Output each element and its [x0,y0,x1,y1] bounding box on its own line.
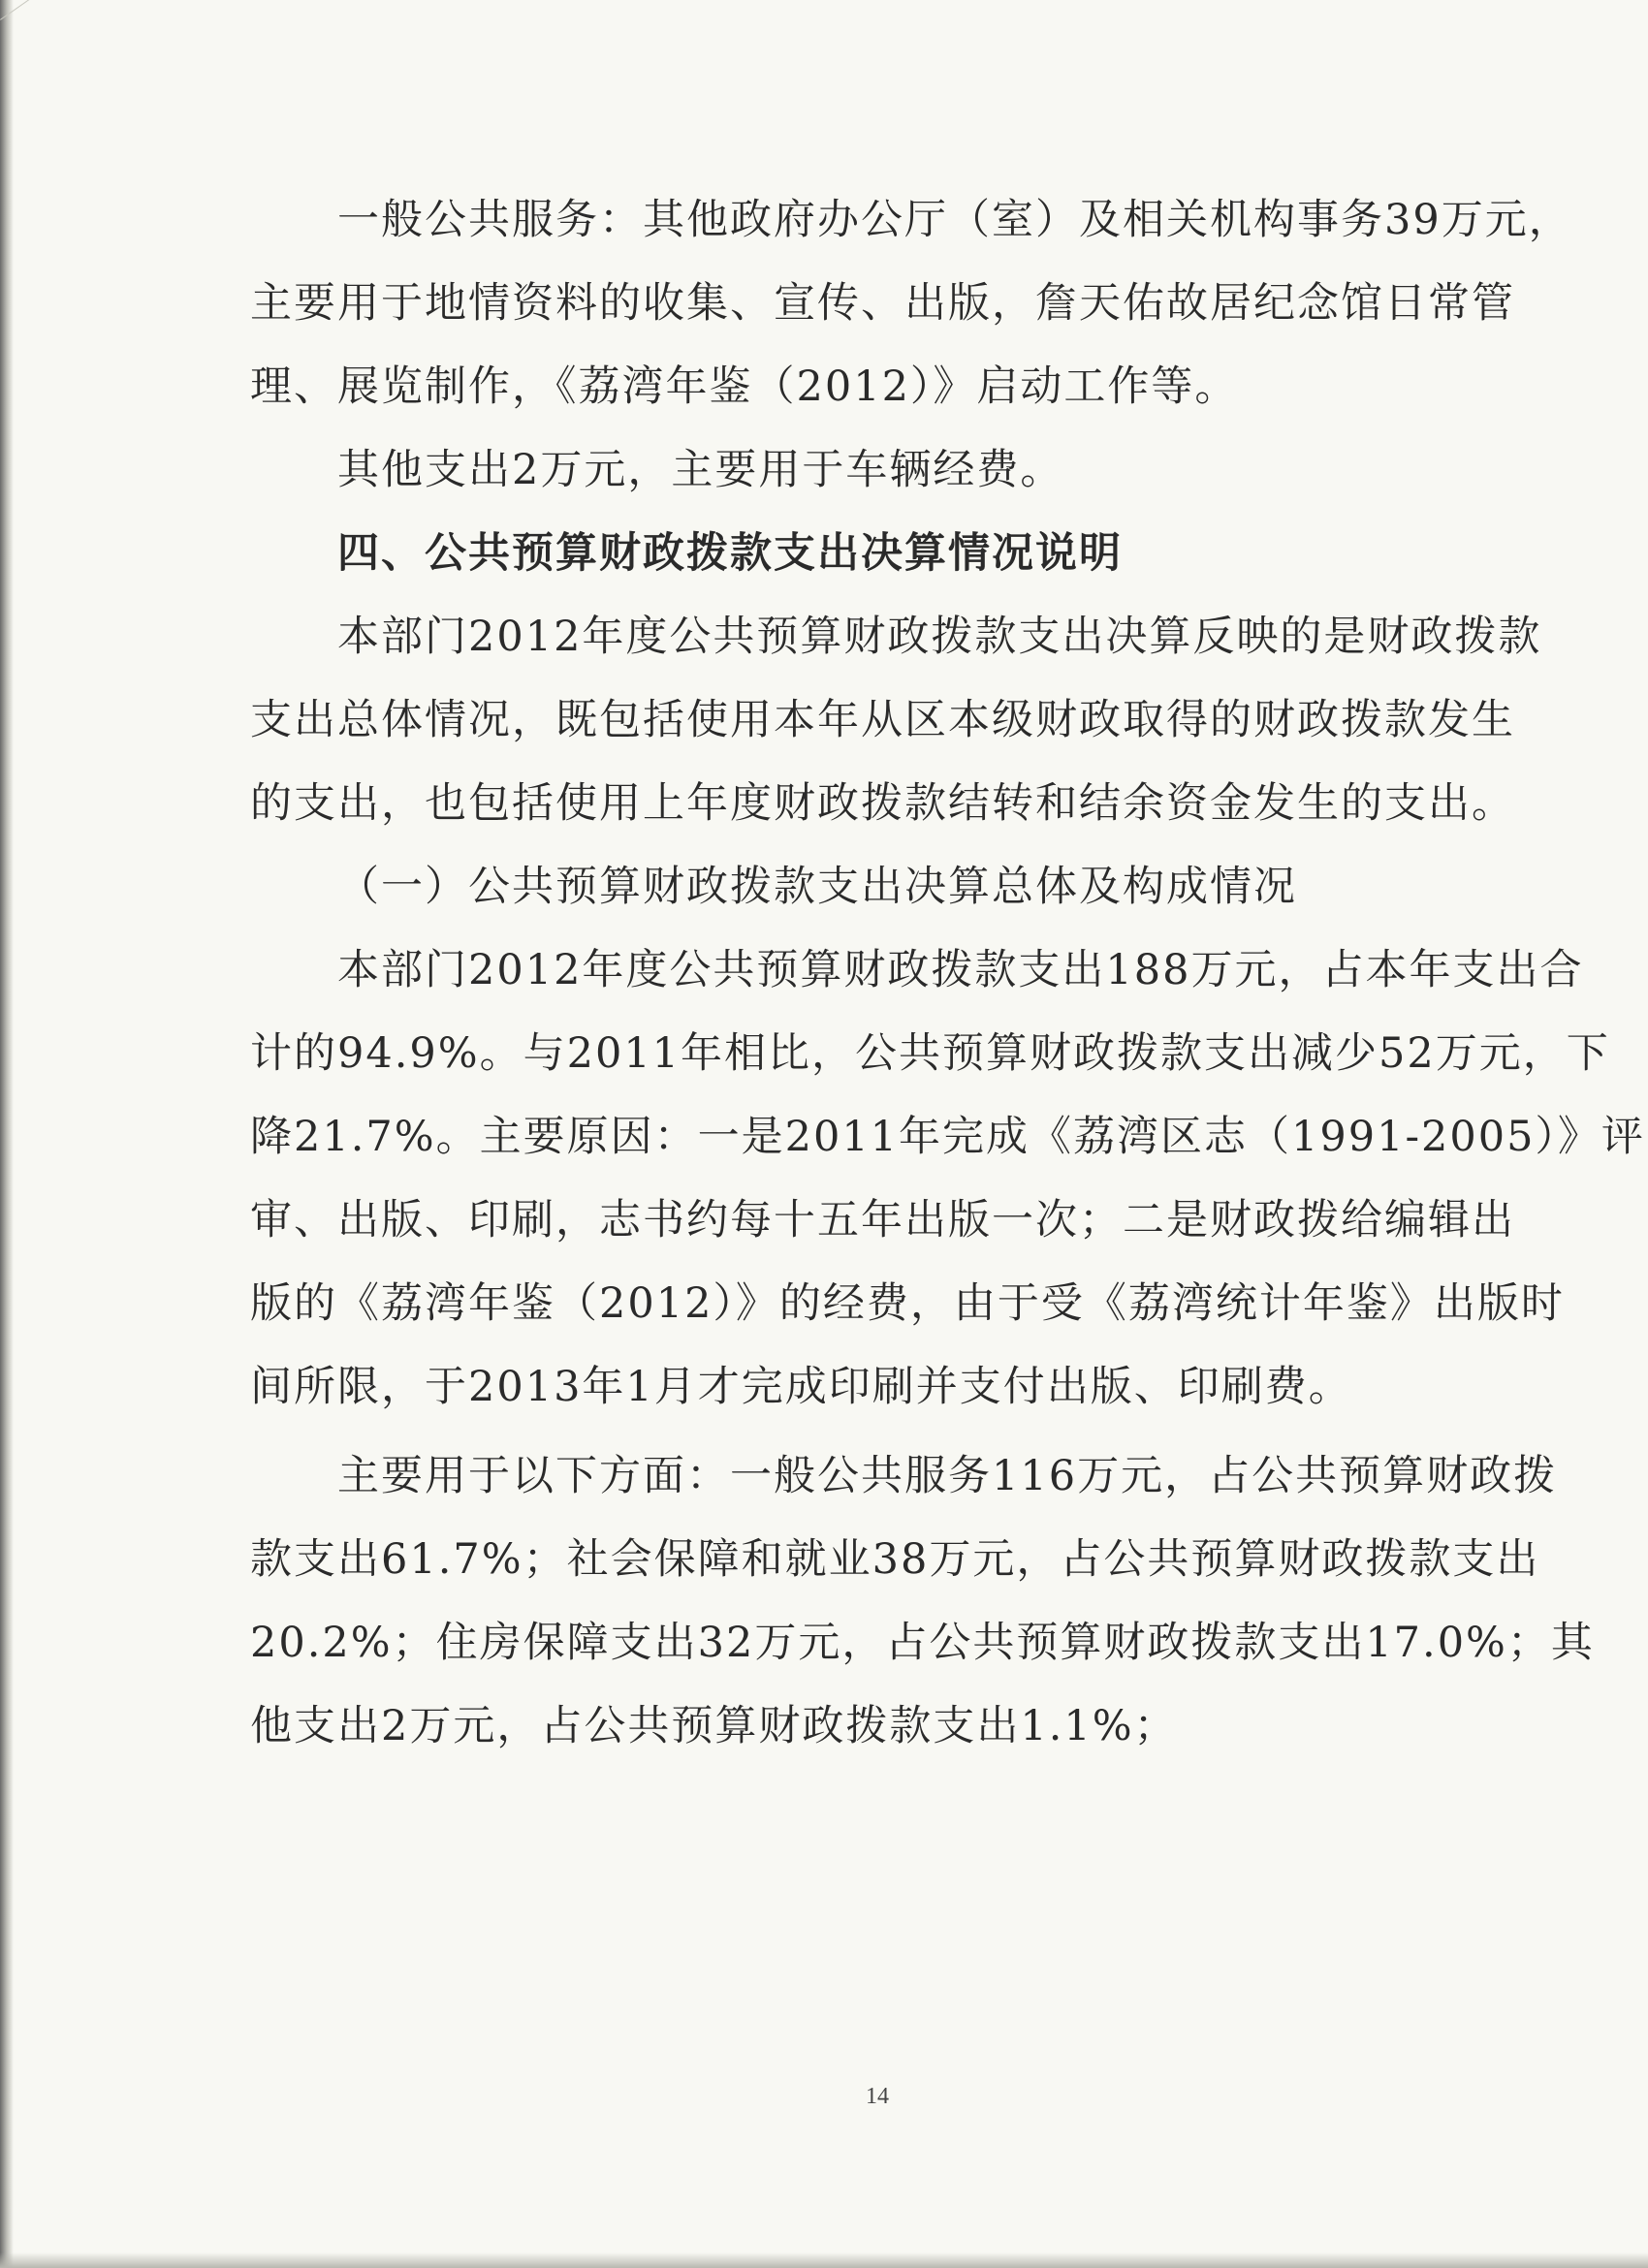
scan-corner-mark [0,0,93,83]
paragraph-line: 主要用于以下方面：一般公共服务116万元，占公共预算财政拨 [337,1452,1558,1500]
paragraph-line: 的支出，也包括使用上年度财政拨款结转和结余资金发生的支出。 [250,779,1515,828]
scan-left-edge-shadow [0,0,14,2268]
paragraph-line: 支出总体情况，既包括使用本年从区本级财政取得的财政拨款发生 [250,696,1515,744]
section-heading: 四、公共预算财政拨款支出决算情况说明 [337,529,1123,578]
paragraph-line: 本部门2012年度公共预算财政拨款支出188万元，占本年支出合 [337,946,1584,994]
paragraph-line: 理、展览制作，《荔湾年鉴（2012）》启动工作等。 [250,362,1239,411]
paragraph-line: 本部门2012年度公共预算财政拨款支出决算反映的是财政拨款 [337,613,1542,661]
paragraph-line: 间所限，于2013年1月才完成印刷并支付出版、印刷费。 [250,1363,1352,1411]
paragraph-line: 审、出版、印刷，志书约每十五年出版一次；二是财政拨给编辑出 [250,1196,1515,1244]
paragraph-line: 降21.7%。主要原因：一是2011年完成《荔湾区志（1991-2005）》评 [250,1113,1645,1161]
paragraph-line: 版的《荔湾年鉴（2012）》的经费，由于受《荔湾统计年鉴》出版时 [250,1279,1565,1328]
scan-bottom-edge [0,2252,1648,2268]
paragraph-line: 20.2%；住房保障支出32万元，占公共预算财政拨款支出17.0%；其 [250,1619,1595,1667]
paragraph-line: 主要用于地情资料的收集、宣传、出版，詹天佑故居纪念馆日常管 [250,279,1515,328]
paragraph-line: 计的94.9%。与2011年相比，公共预算财政拨款支出减少52万元，下 [250,1029,1610,1078]
paragraph-line: 他支出2万元，占公共预算财政拨款支出1.1%； [250,1702,1178,1750]
paragraph-line: 其他支出2万元，主要用于车辆经费。 [337,446,1064,494]
subsection-heading: （一）公共预算财政拨款支出决算总体及构成情况 [337,863,1297,911]
paragraph-line: 一般公共服务：其他政府办公厅（室）及相关机构事务39万元， [337,196,1572,244]
page-number: 14 [866,2084,889,2109]
paragraph-line: 款支出61.7%；社会保障和就业38万元，占公共预算财政拨款支出 [250,1535,1540,1584]
